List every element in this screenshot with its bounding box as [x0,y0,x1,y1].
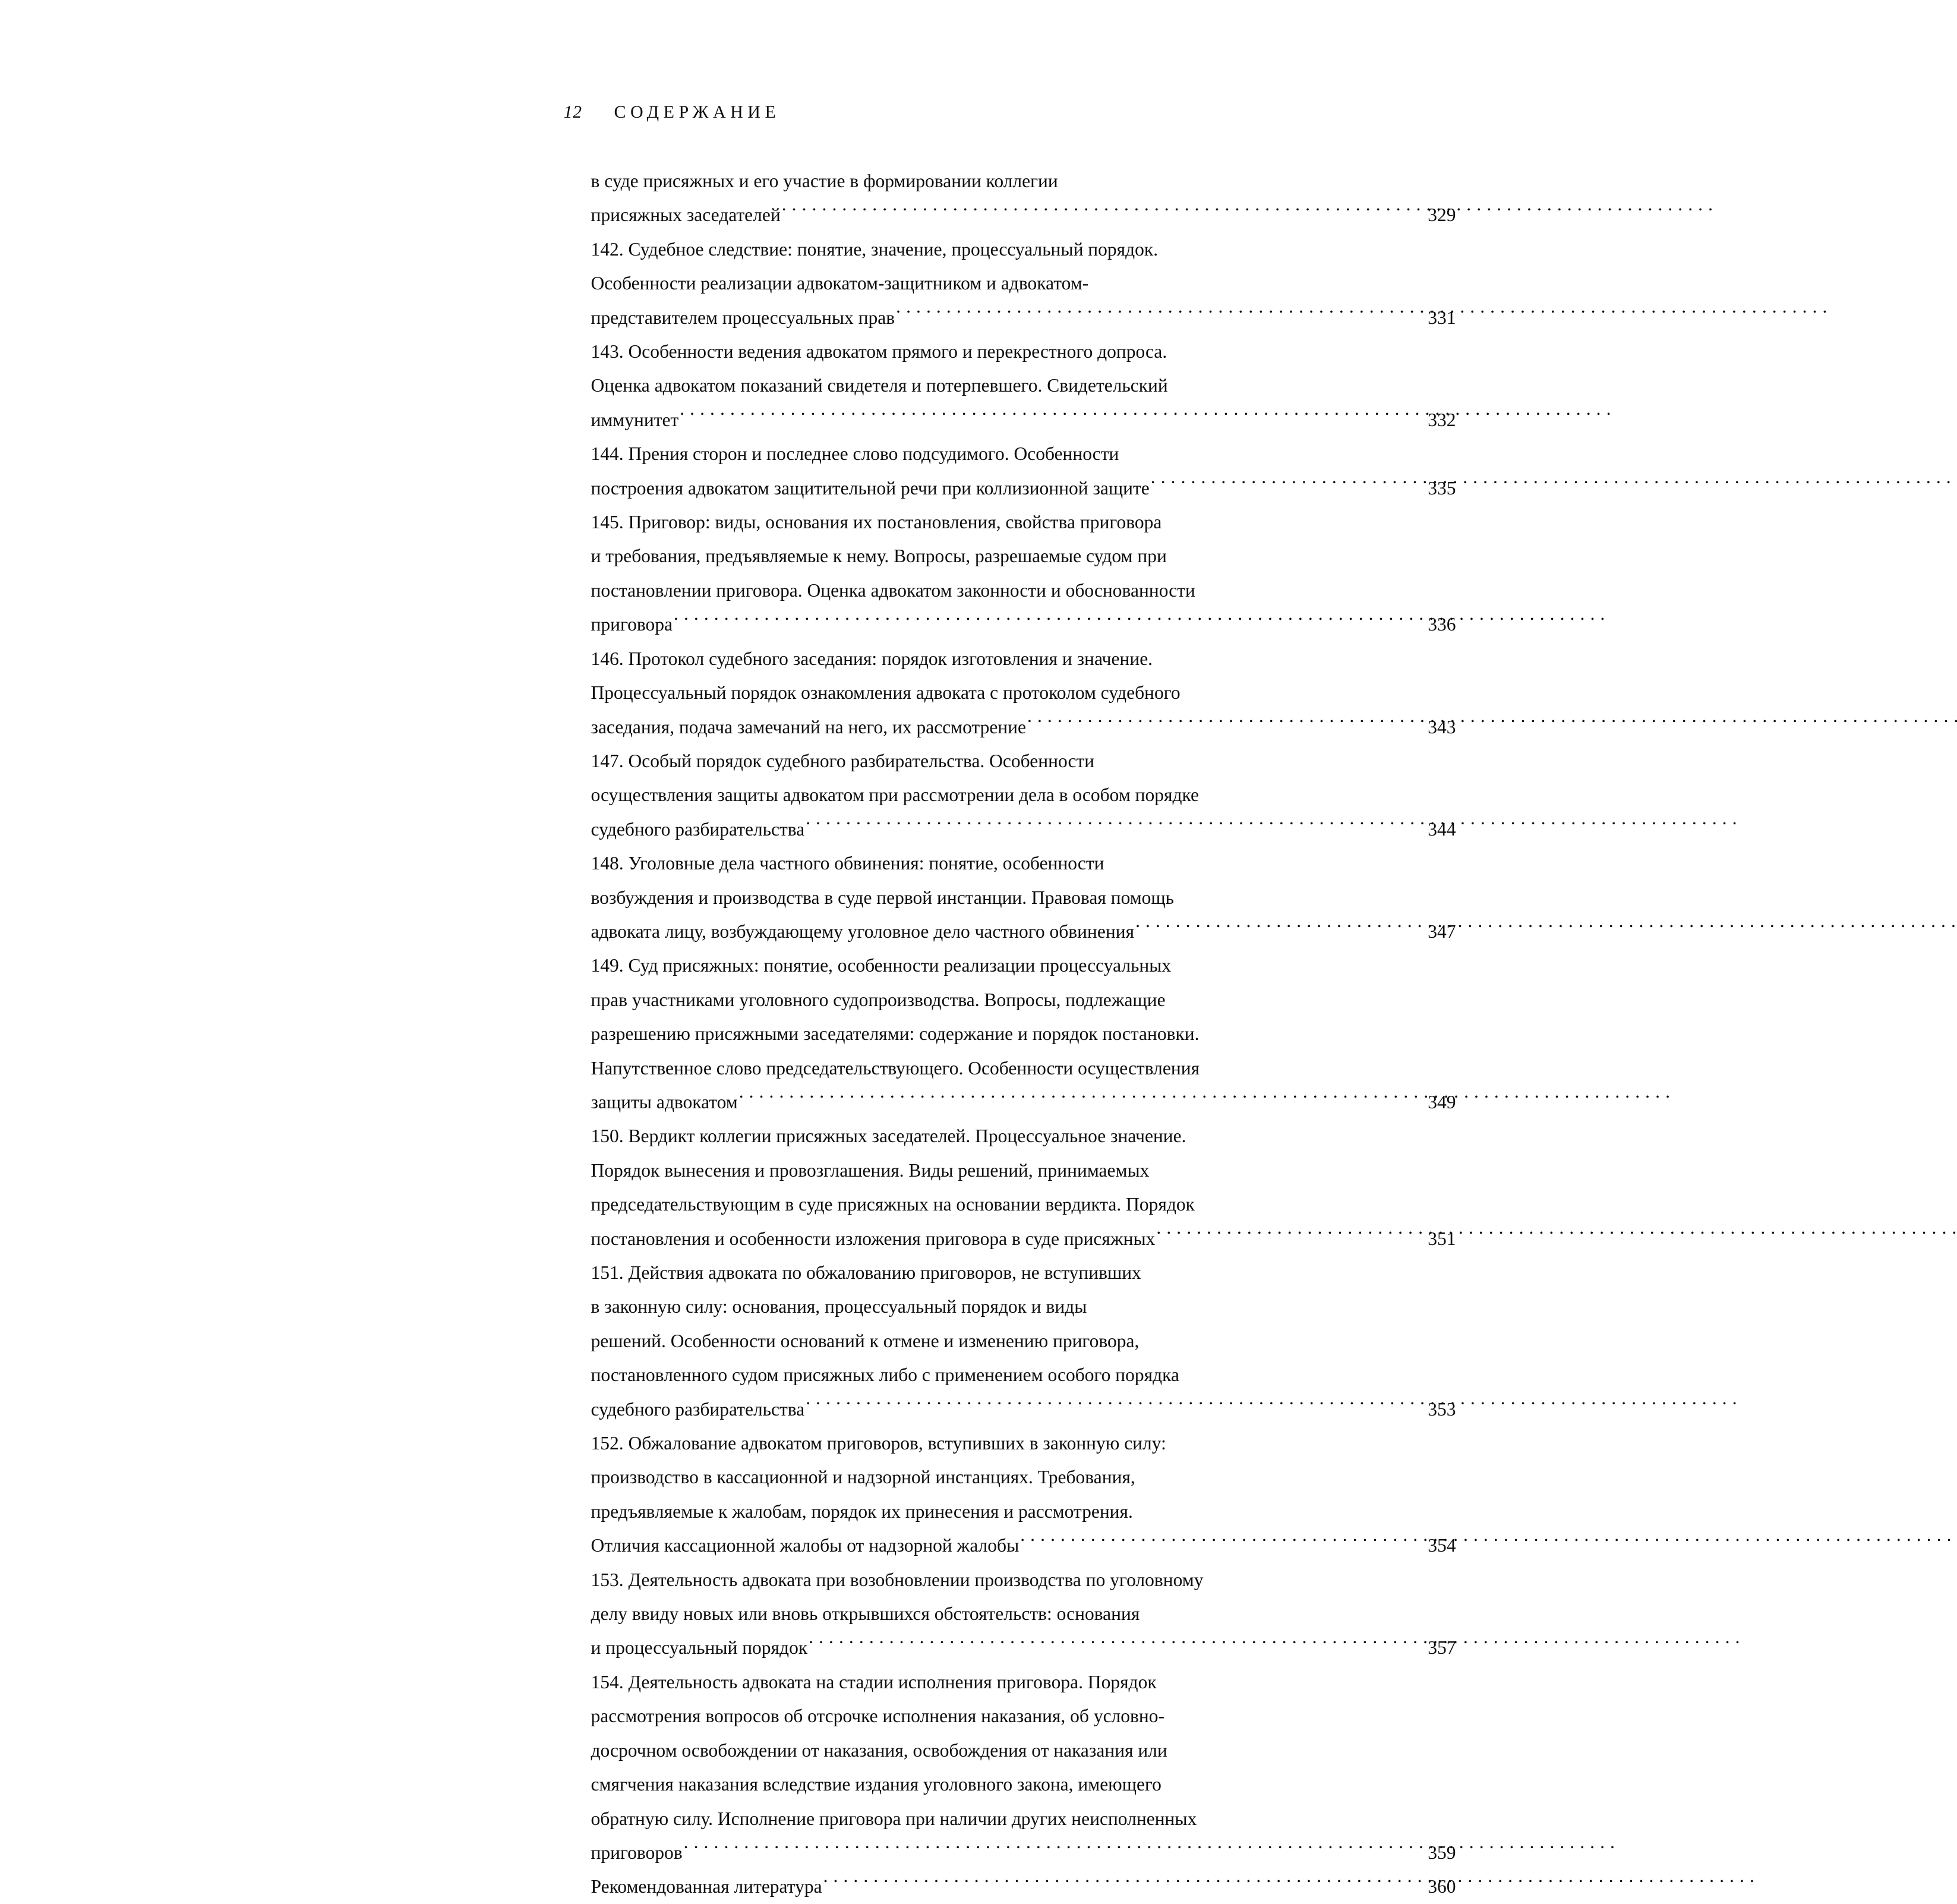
dot-leader [809,1635,1426,1654]
toc-entry-text: председательствующим в суде присяжных на основании вердикта. Порядок [591,1194,1195,1215]
toc-entry-text: иммунитет [591,409,679,430]
toc-entry-text: 142. Судебное следствие: понятие, значение, процессуальный порядок. [591,238,1159,260]
dot-leader [684,1840,1427,1859]
toc-entry[interactable] [591,1563,1456,1665]
toc-entry-text: 144. Прения сторон и последнее слово подсудимого. Особенности [591,443,1119,465]
toc-entry-text: 146. Протокол судебного заседания: порядок изготовления и значение. [591,648,1153,669]
toc-entry[interactable] [591,505,1456,642]
toc-entry-line [591,1324,1456,1358]
toc-entry[interactable] [591,948,1456,1119]
toc-entry-text: судебного разбирательства [591,1398,805,1420]
toc-entry-text: и процессуальный порядок [591,1637,808,1659]
toc-entry-last-line [591,301,1456,335]
toc-entry-line [591,1426,1456,1460]
toc-page-number: 357 [1428,1637,1456,1659]
toc-entry-text: 148. Уголовные дела частного обвинения: понятие, особенности [591,853,1104,874]
toc-page-number: 332 [1428,409,1456,430]
toc-entry-line [591,1119,1456,1153]
toc-page-number: 336 [1428,614,1456,635]
toc-entry-text: представителем процессуальных прав [591,307,895,328]
toc-entry-line [591,1665,1456,1699]
toc-entry-text: разрешению присяжными заседателями: содержание и порядок постановки. [591,1023,1200,1045]
running-head-title: СОДЕРЖАНИЕ [614,102,781,122]
toc-entry-last-line [591,915,1456,948]
toc-entry-last-line [591,471,1456,505]
document-page [393,0,1565,1897]
toc-entry-line [591,744,1456,778]
toc-entry-text: 149. Суд присяжных: понятие, особенности реализации процессуальных [591,955,1172,976]
toc-entry-text: предъявляемые к жалобам, порядок их принесения и рассмотрения. [591,1500,1133,1522]
toc-entry-text: Рекомендованная литература [591,1876,822,1897]
toc-entry-text: адвоката лицу, возбуждающему уголовное дело частного обвинения [591,921,1135,942]
dot-leader [896,305,1426,324]
toc-entry[interactable] [591,1119,1456,1256]
toc-page-number: 353 [1428,1398,1456,1420]
toc-entry-text: решений. Особенности оснований к отмене и изменению приговора, [591,1330,1140,1351]
toc-entry-text: постановленного судом присяжных либо с применением особого порядка [591,1364,1179,1386]
toc-entry[interactable] [591,335,1456,437]
toc-page-number: 360 [1428,1876,1456,1897]
toc-entry-last-line [591,1631,1456,1665]
toc-entry-text: 143. Особенности ведения адвокатом прямого и перекрестного допроса. [591,341,1167,362]
toc-entry-line [591,1017,1456,1051]
toc-entry-last-line [591,1222,1456,1256]
dot-leader [1156,1226,1426,1245]
toc-entry-text: в суде присяжных и его участие в формировании коллегии [591,171,1058,191]
toc-entry-text: осуществления защиты адвокатом при рассмотрении дела в особом порядке [591,784,1200,806]
toc-page-number: 331 [1428,307,1456,328]
toc-entry-last-line [591,1392,1456,1426]
toc-entry-line [591,1256,1456,1290]
dot-leader [1020,1533,1426,1552]
dot-leader [806,1397,1426,1416]
dot-leader [680,407,1426,426]
toc-entry-text: обратную силу. Исполнение приговора при наличии других неисполненных [591,1808,1197,1829]
toc-entry-text: и требования, предъявляемые к нему. Вопросы, разрешаемые судом при [591,546,1167,567]
toc-entry[interactable] [591,164,1456,232]
toc-entry-line [591,1733,1456,1767]
toc-entry-text: построения адвокатом защитительной речи при коллизионной защите [591,477,1150,499]
dot-leader [739,1089,1427,1108]
toc-entry-line [591,1290,1456,1323]
toc-entry-text: прав участниками уголовного судопроизводства. Вопросы, подлежащие [591,989,1166,1010]
toc-entry[interactable] [591,642,1456,744]
toc-entry-last-line [591,1870,1456,1903]
toc-entry-text: 152. Обжалование адвокатом приговоров, вступивших в законную силу: [591,1433,1166,1454]
toc-entry-text: 150. Вердикт коллегии присяжных заседателей. Процессуальное значение. [591,1126,1186,1147]
toc-entry-text: 153. Деятельность адвоката при возобновлении производства по уголовному [591,1569,1204,1590]
toc-entry-text: 145. Приговор: виды, основания их постановления, свойства приговора [591,512,1162,533]
toc-entry-last-line [591,1085,1456,1119]
toc-entry-line [591,1767,1456,1801]
toc-entry[interactable] [591,437,1456,505]
toc-entry-text: защиты адвокатом [591,1091,738,1112]
toc-entry-last-line [591,607,1456,641]
toc-page-number: 351 [1428,1228,1456,1249]
dot-leader [782,203,1427,222]
running-head [564,102,781,122]
toc-entry[interactable] [591,1426,1456,1563]
toc-entry-last-line [591,1528,1456,1562]
toc-entry[interactable] [591,1665,1456,1870]
dot-leader [674,612,1426,631]
toc-page-number: 349 [1428,1091,1456,1112]
toc-entry-text: Порядок вынесения и провозглашения. Виды решений, принимаемых [591,1159,1150,1181]
toc-entry-last-line [591,198,1456,232]
toc-entry-line [591,1699,1456,1733]
toc-entry[interactable] [591,232,1456,335]
page-folio-number: 12 [563,102,582,122]
toc-entry-text: в законную силу: основания, процессуальный порядок и виды [591,1296,1087,1317]
toc-page-number: 359 [1428,1842,1456,1863]
toc-entry-text: Отличия кассационной жалобы от надзорной жалобы [591,1535,1019,1556]
toc-entry-last-line [591,710,1456,744]
toc-entry-text: Процессуальный порядок ознакомления адвоката с протоколом судебного [591,682,1180,704]
toc-page-number: 335 [1428,477,1456,499]
toc-page-number: 347 [1428,921,1456,942]
toc-page-number: 329 [1428,204,1456,226]
toc-page-number: 354 [1428,1535,1456,1556]
dot-leader [1027,714,1426,733]
toc-page-number: 344 [1428,818,1456,840]
table-of-contents [591,164,1456,1904]
toc-entry[interactable] [591,1256,1456,1426]
toc-entry-line [591,505,1456,539]
toc-entry-line [591,983,1456,1017]
toc-entry-line [591,1460,1456,1494]
dot-leader [1151,475,1427,494]
toc-entry-text: делу ввиду новых или вновь открывшихся обстоятельств: основания [591,1603,1140,1625]
toc-entry-text: постановлении приговора. Оценка адвокатом законности и обоснованности [591,579,1195,601]
dot-leader [1135,919,1426,938]
toc-entry-text: 147. Особый порядок судебного разбирательства. Особенности [591,750,1095,771]
toc-entry[interactable] [591,1870,1456,1903]
toc-entry-text: смягчения наказания вследствие издания уголовного закона, имеющего [591,1774,1161,1795]
toc-entry[interactable] [591,846,1456,948]
toc-entry-last-line [591,812,1456,846]
toc-entry-text: Напутственное слово председательствующего. Особенности осуществления [591,1057,1200,1079]
toc-entry-text: судебного разбирательства [591,818,805,840]
toc-entry-line [591,642,1456,676]
dot-leader [823,1874,1427,1893]
dot-leader [806,817,1426,836]
toc-entry-text: возбуждения и производства в суде первой инстанции. Правовая помощь [591,887,1175,908]
toc-entry-text: досрочном освобождении от наказания, освобождения от наказания или [591,1739,1167,1761]
toc-entry-text: присяжных заседателей [591,204,781,226]
toc-entry-text: рассмотрения вопросов об отсрочке исполнения наказания, об условно- [591,1706,1164,1727]
toc-entry-text: заседания, подача замечаний на него, их рассмотрение [591,716,1026,737]
toc-entry-line [591,1153,1456,1187]
toc-entry-text: 151. Действия адвоката по обжалованию приговоров, не вступивших [591,1262,1141,1283]
toc-entry-text: приговора [591,614,673,635]
toc-entry-text: 154. Деятельность адвоката на стадии исполнения приговора. Порядок [591,1671,1157,1692]
toc-entry-text: Оценка адвокатом показаний свидетеля и потерпевшего. Свидетельский [591,375,1168,396]
toc-entry-text: приговоров [591,1842,683,1863]
toc-entry-text: Особенности реализации адвокатом-защитником и адвокатом- [591,273,1089,294]
toc-entry-line [591,846,1456,880]
toc-entry-last-line [591,403,1456,437]
toc-entry-line [591,539,1456,573]
toc-entry-line [591,1563,1456,1597]
toc-entry[interactable] [591,744,1456,846]
toc-entry-line [591,948,1456,982]
toc-entry-line [591,335,1456,368]
toc-page-number: 343 [1428,716,1456,737]
toc-entry-line [591,232,1456,266]
toc-entry-text: постановления и особенности изложения приговора в суде присяжных [591,1228,1156,1249]
toc-entry-text: производство в кассационной и надзорной инстанциях. Требования, [591,1467,1135,1488]
